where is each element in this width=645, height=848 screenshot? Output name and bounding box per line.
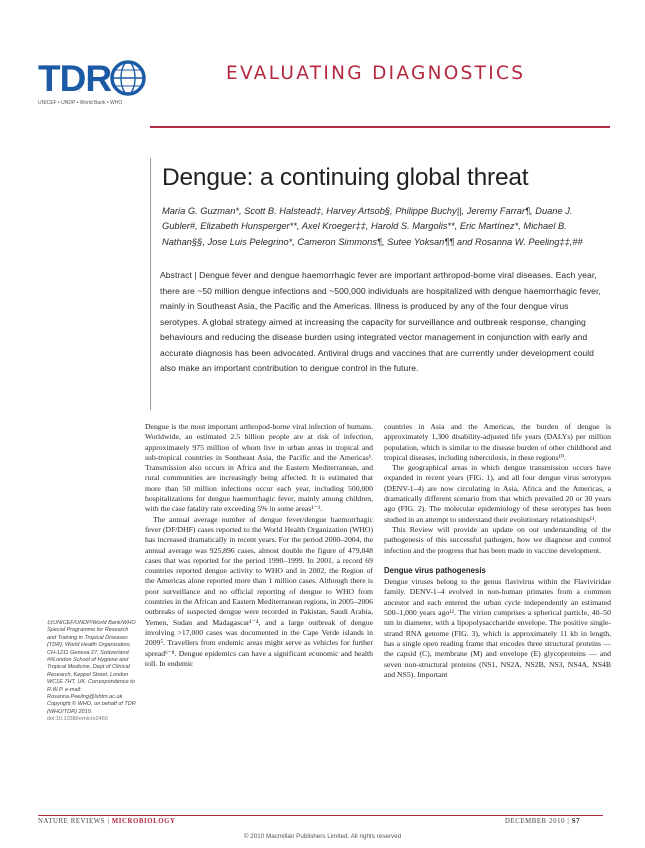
abstract: Abstract | Dengue fever and dengue haemorrhagic fever are important arthropod-borne viral diseases. Each year, there are ~50 million dengue infections and ~500,000 individuals are hospitalized with dengue haemorrhagic fever, mainly in Southeast Asia, the Pacific and the Americas. Illness is produced by any of the four dengue virus serotypes. A global strategy aimed at increasing the capacity for surveillance and outbreak response, changing behaviours and reducing the disease burden using integrated vector management in conjunction with early and accurate diagnosis has been advocated. Antiviral drugs and vaccines that are currently under development could also make an important contribution to dengue control in the future.: [160, 270, 601, 373]
section-title: EVALUATING DIAGNOSTICS: [226, 63, 526, 84]
copyright: © 2010 Macmillan Publishers Limited. All rights reserved: [243, 833, 402, 840]
paragraph: countries in Asia and the Americas, the burden of dengue is approximately 1,300 disability-adjusted life years (DALYs) per million population, which is similar to the disease burden of other childhood and tropical diseases, including tuberculosis, in these regions¹⁰.: [384, 422, 611, 462]
issue-date: DECEMBER 2010: [505, 818, 566, 825]
paragraph: Dengue viruses belong to the genus flavivirus within the Flaviviridae family. DENV-1–4 evolved in non-human primates from a common ancestor and each entered the urban cycle independently an estimated 500–1,000 years ago¹². The virion comprises a spherical particle, 40–50 nm in diameter, with a lipopolysaccharide envelope. The positive single-strand RNA genome (FIG. 3), which is approximately 11 kb in length, has a single open reading frame that encodes three structural proteins — the capsid (C), membrane (M) and envelope (E) glycoproteins — and seven non-structural proteins (NS1, NS2A, NS2B, NS3, NS4A, NS4B and NS5). Important: [384, 577, 611, 679]
journal-section: MICROBIOLOGY: [111, 818, 176, 825]
doi: doi:10.1038/nrmicro2460: [47, 716, 108, 723]
logo-text: TDR: [38, 58, 112, 99]
logo-subtitle: UNICEF • UNDP • World Bank • WHO: [38, 100, 123, 106]
journal: NATURE REVIEWS: [38, 818, 106, 825]
author-list: Maria G. Guzman*, Scott B. Halstead‡, Harvey Artsob§, Philippe Buchy||, Jeremy Farrar¶, Duane J. Gubler#, Elizabeth Hunsperger**, Axel Kroeger‡‡, Harold S. Margolis**, Eric Martínez*, Michael B. Nathan§§, Jose Luis Pelegrino*, Cameron Simmons¶, Sutee Yoksan¶¶ and Rosanna W. Peeling‡‡,##: [162, 206, 583, 247]
section-heading: Dengue virus pathogenesis: [384, 565, 486, 575]
affiliation-note: [47, 620, 137, 724]
body-column-1: [145, 422, 373, 669]
body-column-2: [384, 422, 611, 680]
page-separator: |: [567, 818, 570, 825]
page-number: S7: [571, 818, 581, 825]
footer-rule: [38, 815, 603, 816]
paragraph: This Review will provide an update on our understanding of the pathogenesis of this successful pathogen, how we diagnose and control infection and the progress that has been made in vaccine development.: [384, 524, 611, 555]
affiliation-text: ‡‡UNICEF/UNDP/World Bank/WHO Special Programme for Research and Training in Tropical Diseases (TDR), World Health Organization, CH-1211 Geneva 27, Switzerland. ##London School of Hygiene and Tropical Medicine, Dept of Clinical Research, Keppel Street, London WC1E 7HT, UK. Correspondence to R.W.P. e-mail: Rosanna.Peeling@lshtm.ac.uk Copyright © WHO, on behalf of TDR (WHO/TDR) 2010.: [47, 620, 136, 715]
article-title: Dengue: a continuing global threat: [162, 164, 529, 191]
globe-icon: [110, 60, 146, 96]
journal-separator: |: [107, 818, 110, 825]
title-divider: [150, 158, 151, 410]
paragraph: Dengue is the most important arthropod-borne viral infection of humans. Worldwide, an estimated 2.5 billion people are at risk of infection, approximately 975 million of whom live in urban areas in tropical and sub-tropical countries in Southeast Asia, the Pacific and the Americas¹. Transmission also occurs in Africa and the Eastern Mediterranean, and rural communities are increasingly being affected. It is estimated that more than 50 million infections occur each year, including 500,000 hospitalizations for dengue haemorrhagic fever, mainly among children, with the case fatality rate exceeding 5% in some areas¹⁻³.: [145, 422, 373, 514]
paragraph: The geographical areas in which dengue transmission occurs have expanded in recent years (FIG. 1), and all four dengue virus serotypes (DENV-1–4) are now circulating in Asia, Africa and the Americas, a dramatically different scenario from that which prevailed 20 or 30 years ago (FIG. 2). The molecular epidemiology of these serotypes has been studied in an attempt to understand their evolutionary relationships¹¹.: [384, 463, 611, 524]
paragraph: The annual average number of dengue fever/dengue haemorrhagic fever (DF/DHF) cases reported to the World Health Organization (WHO) has increased dramatically in recent years. For the period 2000–2004, the annual average was 925,896 cases, almost double the figure of 479,848 cases that was reported for the period 1990–1999. In 2001, a record 69 countries reported dengue activity to WHO and in 2002, the Region of the Americas alone reported more than 1 million cases. Although there is poor surveillance and no official reporting of dengue to WHO from countries in the African and Eastern Mediterranean regions, in 2005–2006 outbreaks of suspected dengue were recorded in Pakistan, Saudi Arabia, Yemen, Sudan and Madagascar¹⁻⁴, and a large outbreak of dengue involving >17,000 cases was documented in the Cape Verde islands in 2009⁵. Travellers from endemic areas might serve as vehicles for further spread⁶⁻⁸. Dengue epidemics can have a significant economic and health toll. In endemic: [145, 514, 373, 668]
page-info: [505, 818, 580, 825]
header-rule: [150, 126, 610, 128]
journal-name: [38, 818, 176, 825]
